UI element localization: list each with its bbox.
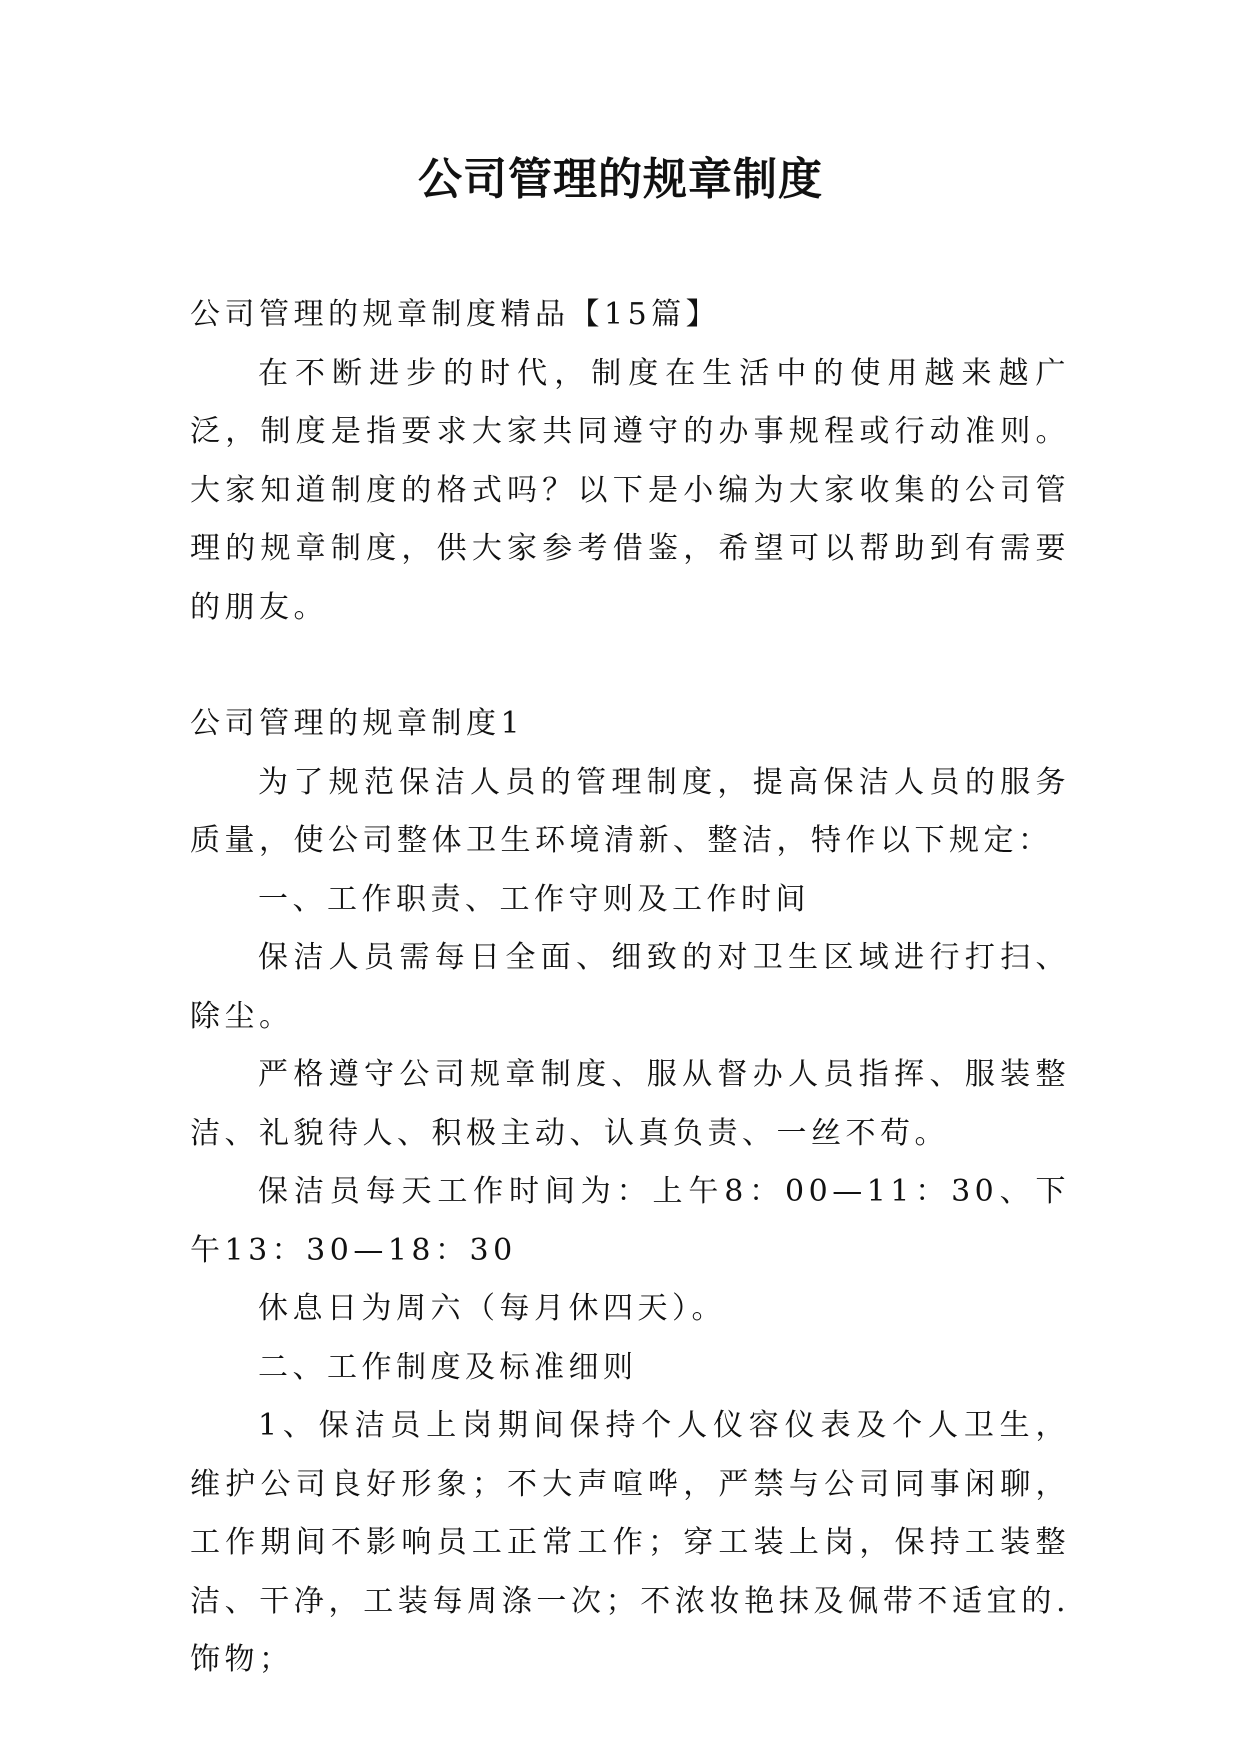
document-title: 公司管理的规章制度 [418,154,823,205]
intro-paragraph: 在不断进步的时代，制度在生活中的使用越来越广泛，制度是指要求大家共同遵守的办事规程或行动准则。大家知道制度的格式吗？以下是小编为大家收集的公司管理的规章制度，供大家参考借鉴，希望可以帮助到有需要的朋友。 [190,355,1070,625]
document-subtitle: 公司管理的规章制度精品【15篇】 [190,297,721,332]
paragraph: 严格遵守公司规章制度、服从督办人员指挥、服装整洁、礼貌待人、积极主动、认真负责、一丝不苟。 [190,1057,1070,1151]
paragraph: 休息日为周六（每月休四天）。 [258,1291,726,1326]
section-heading: 公司管理的规章制度1 [190,706,525,741]
paragraph: 保洁人员需每日全面、细致的对卫生区域进行打扫、除尘。 [190,940,1070,1034]
blank-line [190,637,1070,695]
paragraph: 保洁员每天工作时间为：上午8：00—11：30、下午13：30—18：30 [190,1174,1070,1268]
paragraph: 1、保洁员上岗期间保持个人仪容仪表及个人卫生，维护公司良好形象；不大声喧哗，严禁与公司同事闲聊，工作期间不影响员工正常工作；穿工装上岗，保持工装整洁、干净，工装每周涤一次；不浓妆艳抹及佩带不适宜的.饰物； [190,1408,1070,1677]
paragraph: 为了规范保洁人员的管理制度，提高保洁人员的服务质量，使公司整体卫生环境清新、整洁，特作以下规定： [190,764,1070,858]
paragraph: 一、工作职责、工作守则及工作时间 [258,881,810,917]
paragraph: 二、工作制度及标准细则 [258,1349,638,1385]
document-body [190,286,1070,1690]
